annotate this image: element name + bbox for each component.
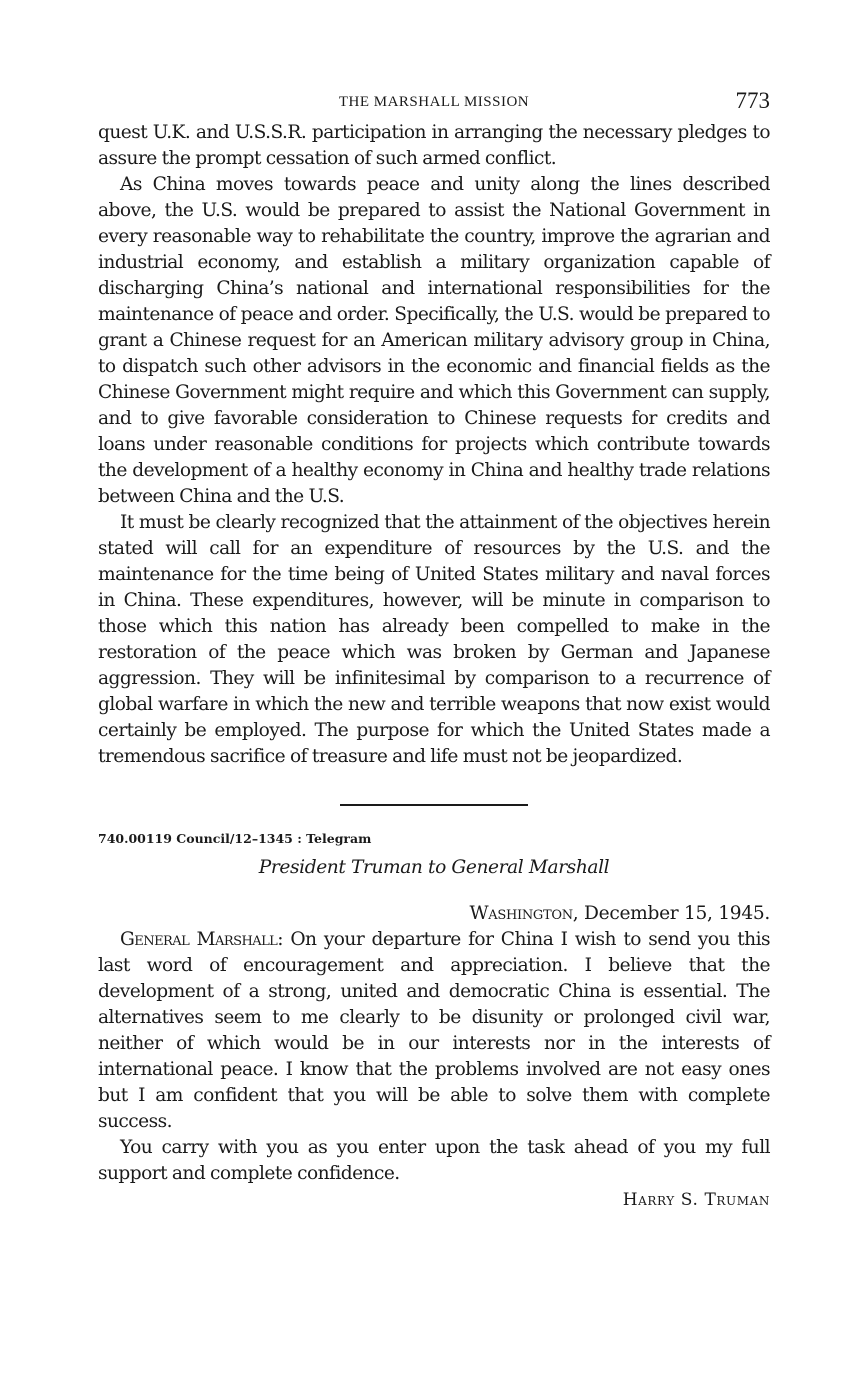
telegram-paragraph-first: [98, 927, 770, 1135]
section-divider: [340, 804, 528, 806]
running-header: [98, 86, 770, 120]
salutation: General Marshall:: [120, 929, 283, 950]
telegram-paragraph-second: You carry with you as you enter upon the task ahead of you my full support and complete confidence.: [98, 1137, 770, 1184]
document-title: President Truman to General Marshall: [258, 857, 610, 878]
document-page: [98, 86, 770, 1213]
paragraph-assistance: As China moves towards peace and unity along the lines described above, the U.S. would be prepared to assist the National Government in every reasonable way to rehabilitate the country, improve the agrarian and industrial economy, and establish a military organization capable of discharging China’s national and international responsibilities for the maintenance of peace and order. Specifically, the U.S. would be prepared to grant a Chinese request for an American military advisory group in China, to dispatch such other advisors in the economic and financial fields as the Chinese Government might require and which this Government can supply, and to give favorable consideration to Chinese requests for credits and loans under reasonable conditions for projects which contribute towards the development of a healthy economy in China and healthy trade relations between China and the U.S.: [98, 174, 770, 507]
dateline-place: Washington,: [469, 903, 579, 924]
dateline-date: December 15, 1945.: [578, 903, 770, 924]
telegram-body-first: On your departure for China I wish to send you this last word of encouragement and appreciation. I believe that the development of a strong, united and democratic China is essential. The alternatives seem to me clearly to be disunity or prolonged civil war, neither of which would be in our interests nor in the interests of international peace. I know that the problems involved are not easy ones but I am confident that you will be able to solve them with complete success.: [98, 929, 770, 1132]
paragraph-expenditure: It must be clearly recognized that the attainment of the objectives herein stated will call for an expenditure of resources by the U.S. and the maintenance for the time being of United States military and naval forces in China. These expenditures, however, will be minute in comparison to those which this nation has already been compelled to make in the restoration of the peace which was broken by German and Japanese aggression. They will be infinitesimal by comparison to a recurrence of global warfare in which the new and terrible weapons that now exist would certainly be employed. The purpose for which the United States made a tremendous sacrifice of treasure and life must not be jeopardized.: [98, 512, 770, 767]
dateline: [98, 901, 770, 927]
signature: Harry S. Truman: [622, 1190, 770, 1210]
running-title: THE MARSHALL MISSION: [338, 94, 530, 110]
paragraph-continuation: quest U.K. and U.S.S.R. participation in arranging the necessary pledges to assure the prompt cessation of such armed conflict.: [98, 122, 770, 169]
document-reference: 740.00119 Council/12–1345 : Telegram: [98, 831, 372, 846]
page-number: 773: [735, 88, 770, 113]
